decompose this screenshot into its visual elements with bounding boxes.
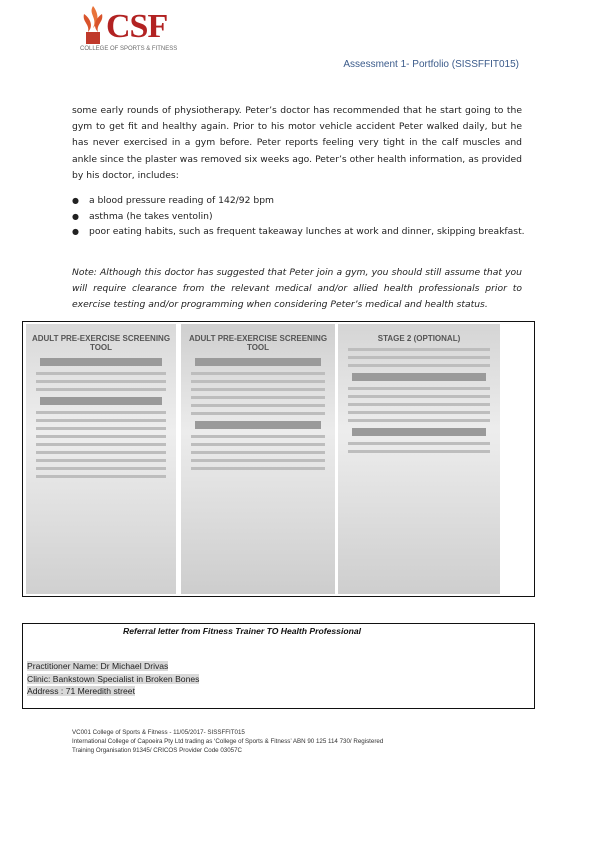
form-title: ADULT PRE-EXERCISE SCREENING TOOL: [31, 334, 171, 352]
footer-line: VC001 College of Sports & Fitness - 11/05/2017- SISSFFIT015: [72, 729, 245, 736]
health-info-list: [72, 193, 525, 240]
footer-line: Training Organisation 91345/ CRICOS Provider Code 03057C: [72, 747, 243, 755]
page-footer: [72, 728, 383, 756]
college-logo: [78, 4, 178, 58]
assessment-title: Assessment 1- Portfolio (SISSFFIT015): [343, 59, 519, 70]
list-item: ● poor eating habits, such as frequent takeaway lunches at work and dinner, skipping breakfast.: [72, 224, 525, 240]
clinic-address: Address : 71 Meredith street: [27, 686, 135, 696]
logo-wordmark: CSF: [106, 8, 168, 45]
list-item: ● a blood pressure reading of 142/92 bpm: [72, 193, 525, 209]
clearance-note: Note: Although this doctor has suggested that Peter join a gym, you should still assume that you will require clearance from the relevant medical and/or allied health professionals prior to exercise testing and/or programming when considering Peter’s medical and health status.: [72, 267, 522, 311]
referral-letter-box: [22, 623, 535, 709]
form-title: ADULT PRE-EXERCISE SCREENING TOOL: [188, 334, 328, 352]
logo-tagline: COLLEGE OF SPORTS & FITNESS: [80, 46, 178, 52]
screening-photos: [22, 321, 535, 597]
form-title: STAGE 2 (OPTIONAL): [377, 334, 461, 343]
case-paragraph: some early rounds of physiotherapy. Peter’s doctor has recommended that he start going to the gym to get fit and healthy again. Prior to his motor vehicle accident Peter walked daily, but he has never exercised in a gym before. Peter reports feeling very tight in the calf muscles and ankle since the plaster was removed six weeks ago. Peter’s other health information, as provided by his doctor, includes:: [72, 105, 522, 181]
list-item: ● asthma (he takes ventolin): [72, 209, 525, 225]
footer-line: International College of Capoeira Pty Ltd trading as ‘College of Sports & Fitness’ ABN 90 125 114 730/ Registered: [72, 738, 384, 746]
clinic-name: Clinic: Bankstown Specialist in Broken Bones: [27, 674, 200, 684]
referral-title: Referral letter from Fitness Trainer TO Health Professional: [123, 626, 361, 636]
screening-form-photo-3: [338, 324, 500, 594]
practitioner-name: Practitioner Name: Dr Michael Drivas: [27, 661, 169, 671]
screening-form-photo-1: [26, 324, 176, 594]
screening-form-photo-2: [181, 324, 335, 594]
flame-icon: [78, 4, 108, 46]
